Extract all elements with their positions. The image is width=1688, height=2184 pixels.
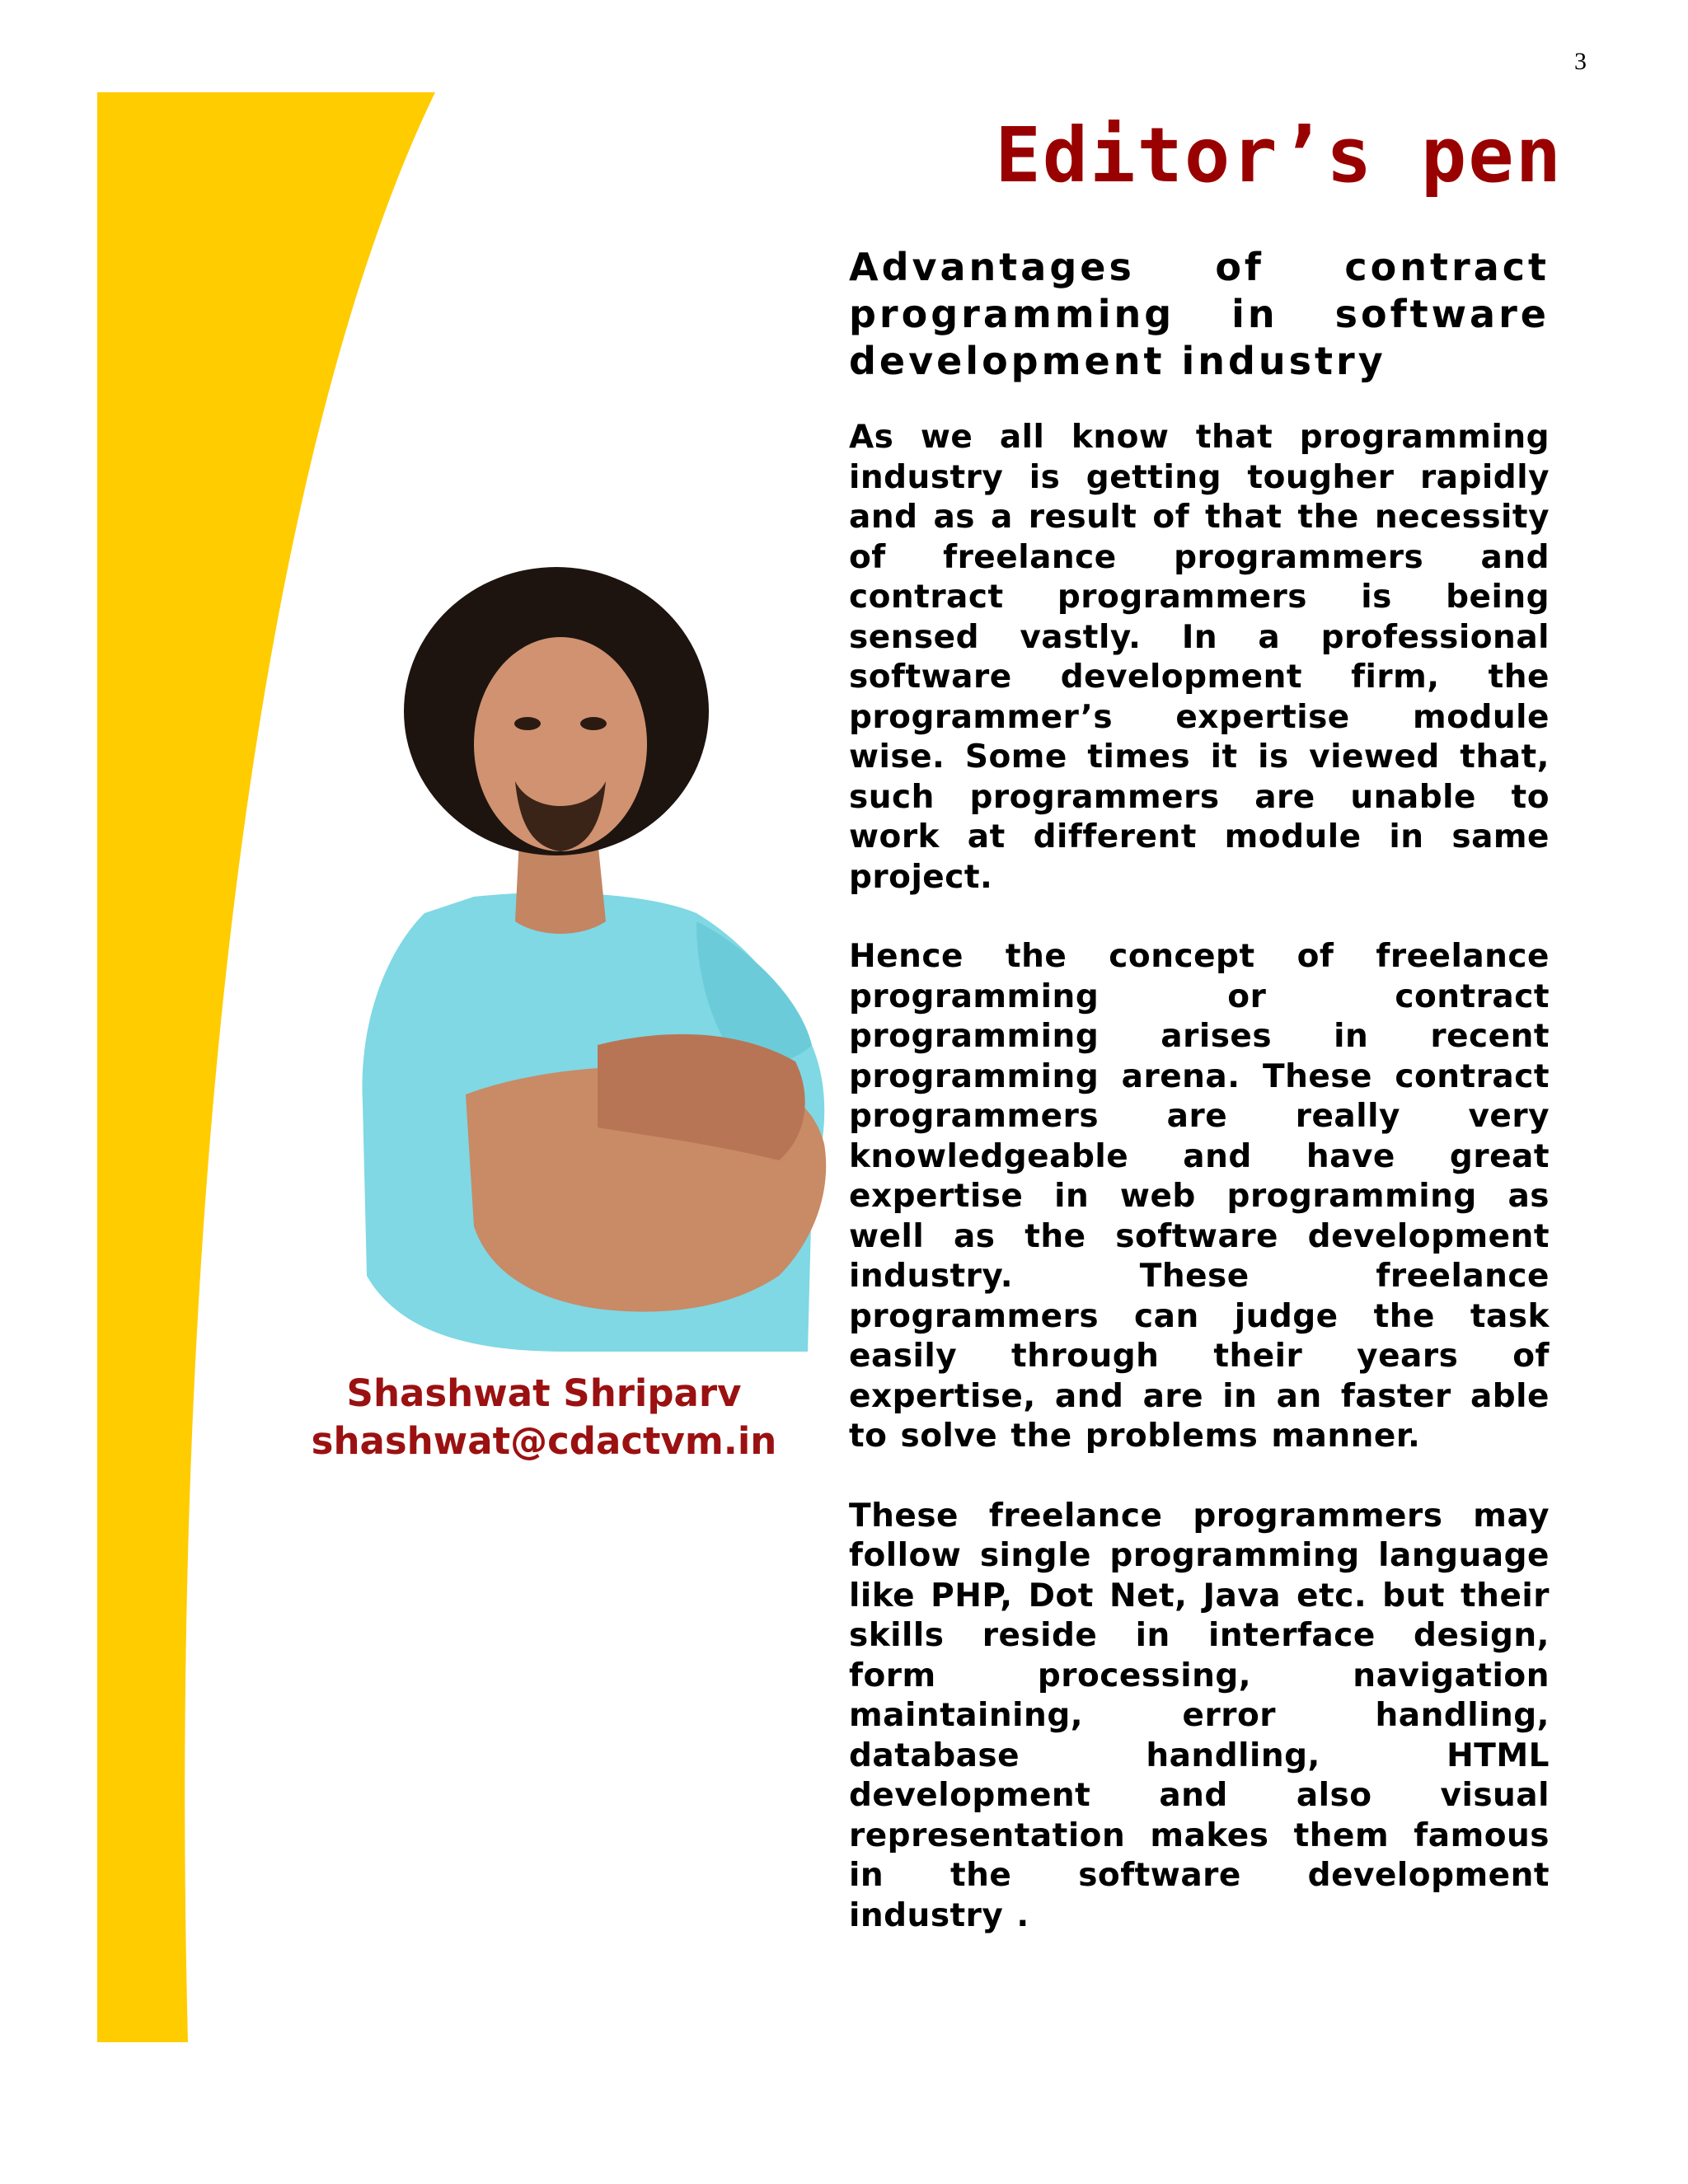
article-paragraph-2: Hence the concept of freelance programming or contract programming arises in recent programming arena. These contract programmers are really very knowledgeable and have great expertise in web programming as well as the software development industry. These freelance programmers can judge the task easily through their years of expertise, and are in an faster able to solve the problems manner. [849, 938, 1550, 1455]
article-paragraph-1: As we all know that programming industry is getting tougher rapidly and as a result of that the necessity of freelance programmers and contract programmers is being sensed vastly. In a professional software development firm, the programmer’s expertise module wise. Some times it is viewed that, such programmers are unable to work at different module in same project. [849, 419, 1550, 896]
page-number: 3 [1574, 48, 1587, 75]
author-email: shashwat@cdactvm.in [311, 1419, 777, 1463]
author-photo [350, 567, 837, 1352]
author-caption [297, 1370, 791, 1465]
article-heading: Advantages of contract programming in software development industry [849, 245, 1550, 383]
author-eye-left [514, 717, 541, 730]
author-eye-right [580, 717, 607, 730]
author-name: Shashwat Shriparv [346, 1371, 742, 1415]
article-paragraph-3: These freelance programmers may follow single programming language like PHP, Dot Net, Java etc. but their skills reside in interface design, form processing, navigation maintaining, error handling, database handling, HTML development and also visual representation makes them famous in the software development industry . [849, 1497, 1550, 1934]
article-column [849, 244, 1550, 1975]
page-title: Editor’s pen [995, 111, 1563, 199]
